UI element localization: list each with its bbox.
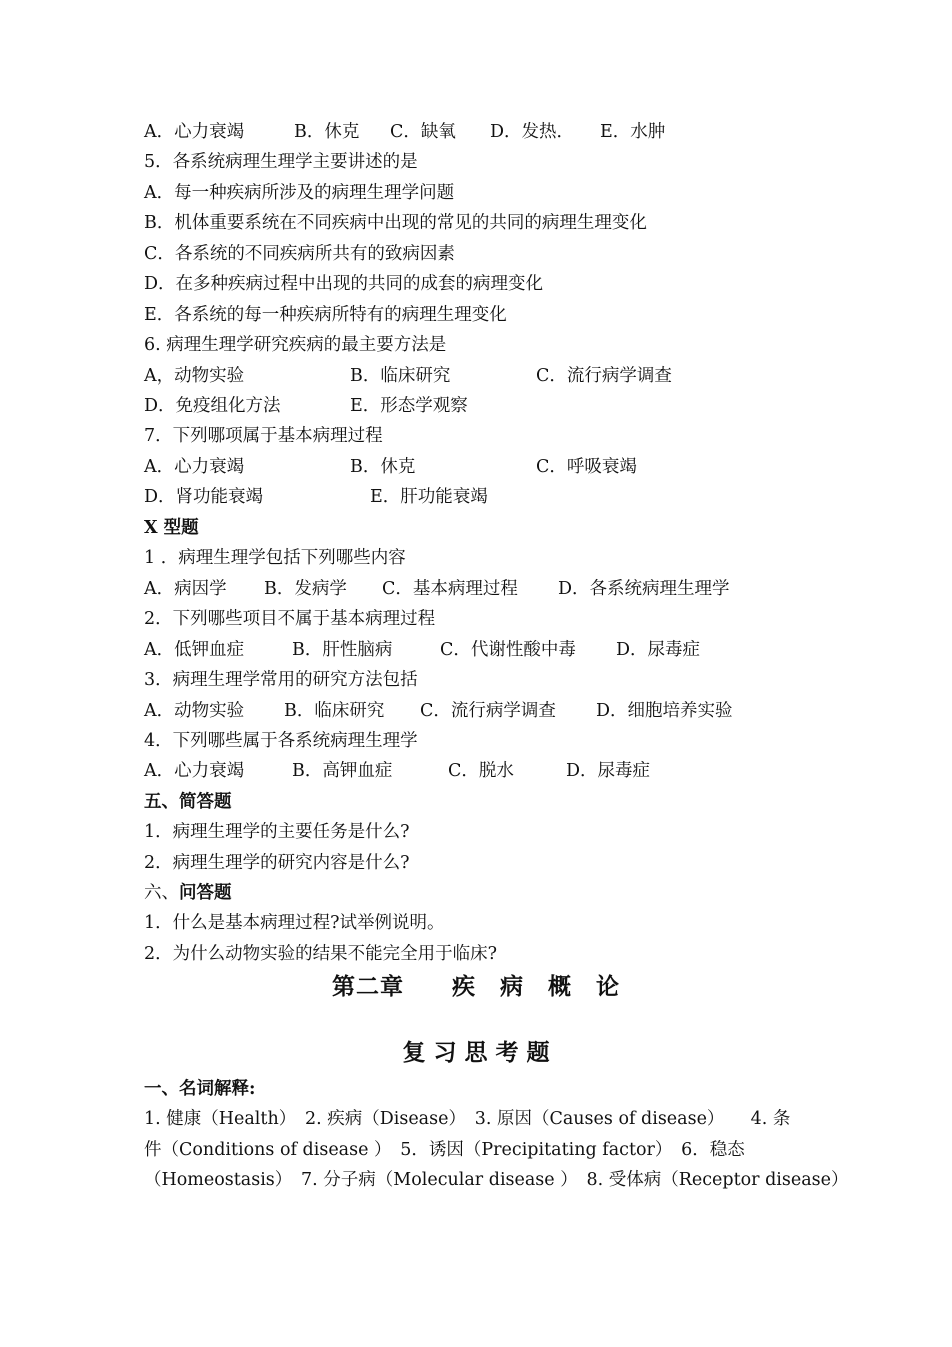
terms-line-1: 1. 健康（Health） 2. 疾病（Disease） 3. 原因（Causes of disease） 4. 条 bbox=[144, 1109, 791, 1129]
q4-option-b: B．休克 bbox=[294, 122, 360, 142]
x-q3-option-b: B．临床研究 bbox=[284, 701, 385, 721]
q6-stem: 6. 病理生理学研究疾病的最主要方法是 bbox=[144, 335, 447, 355]
short-answer-title: 五、简答题 bbox=[144, 792, 232, 812]
q4-option-d: D．发热． bbox=[490, 122, 575, 142]
x-q2-option-c: C．代谢性酸中毒 bbox=[440, 640, 576, 660]
x-q1-option-d: D．各系统病理生理学 bbox=[558, 579, 730, 599]
short-answer-item-1: 1．病理生理学的主要任务是什么? bbox=[144, 822, 410, 842]
q7-option-a: A．心力衰竭 bbox=[144, 457, 245, 477]
x-q3-option-c: C．流行病学调查 bbox=[420, 701, 556, 721]
q4-option-e: E．水肿 bbox=[600, 122, 666, 142]
q5-stem: 5．各系统病理生理学主要讲述的是 bbox=[144, 152, 418, 172]
x-q1-option-c: C．基本病理过程 bbox=[382, 579, 518, 599]
x-q4-option-d: D．尿毒症 bbox=[566, 761, 651, 781]
q7-option-b: B．休克 bbox=[350, 457, 416, 477]
x-q3-stem: 3．病理生理学常用的研究方法包括 bbox=[144, 670, 418, 690]
review-title: 复 习 思 考 题 bbox=[402, 1039, 550, 1066]
x-q4-option-b: B．高钾血症 bbox=[292, 761, 393, 781]
q7-option-d: D．肾功能衰竭 bbox=[144, 487, 264, 507]
essay-item-1: 1．什么是基本病理过程?试举例说明。 bbox=[144, 913, 445, 933]
x-q3-option-a: A．动物实验 bbox=[144, 701, 245, 721]
q5-option-c: C．各系统的不同疾病所共有的致病因素 bbox=[144, 244, 455, 264]
q6-option-c: C．流行病学调查 bbox=[536, 366, 672, 386]
short-answer-item-2: 2．病理生理学的研究内容是什么? bbox=[144, 853, 410, 873]
essay-title-text: 问答题 bbox=[179, 883, 232, 903]
x-q4-stem: 4．下列哪些属于各系统病理生理学 bbox=[144, 731, 418, 751]
q6-option-e: E．形态学观察 bbox=[350, 396, 468, 416]
chapter-title: 第二章 疾 病 概 论 bbox=[332, 973, 620, 1000]
x-section-title: X 型题 bbox=[144, 518, 199, 538]
q5-option-a: A．每一种疾病所涉及的病理生理学问题 bbox=[144, 183, 455, 203]
essay-title-prefix: 六、 bbox=[144, 883, 179, 903]
x-q2-option-d: D．尿毒症 bbox=[616, 640, 701, 660]
x-q4-option-a: A．心力衰竭 bbox=[144, 761, 245, 781]
q6-option-a: A，动物实验 bbox=[144, 366, 245, 386]
q5-option-e: E．各系统的每一种疾病所特有的病理生理变化 bbox=[144, 305, 507, 325]
q5-option-d: D．在多种疾病过程中出现的共同的成套的病理变化 bbox=[144, 274, 544, 294]
q7-option-e: E．肝功能衰竭 bbox=[370, 487, 488, 507]
q7-stem: 7．下列哪项属于基本病理过程 bbox=[144, 426, 383, 446]
x-q2-option-b: B．肝性脑病 bbox=[292, 640, 393, 660]
q7-option-c: C．呼吸衰竭 bbox=[536, 457, 637, 477]
x-q1-option-a: A．病因学 bbox=[144, 579, 227, 599]
x-q1-stem: 1 ．病理生理学包括下列哪些内容 bbox=[144, 548, 406, 568]
x-q4-option-c: C．脱水 bbox=[448, 761, 514, 781]
terms-line-3: （Homeostasis） 7. 分子病（Molecular disease ） 8. 受体病（Receptor disease） bbox=[144, 1170, 849, 1190]
q6-option-b: B．临床研究 bbox=[350, 366, 451, 386]
essay-item-2: 2．为什么动物实验的结果不能完全用于临床? bbox=[144, 944, 498, 964]
q4-option-a: A．心力衰竭 bbox=[144, 122, 245, 142]
essay-title bbox=[144, 882, 232, 904]
x-q2-stem: 2．下列哪些项目不属于基本病理过程 bbox=[144, 609, 436, 629]
terms-line-2: 件（Conditions of disease ） 5．诱因（Precipitating factor） 6．稳态 bbox=[144, 1140, 745, 1160]
q4-option-c: C．缺氧 bbox=[390, 122, 456, 142]
q6-option-d: D．免疫组化方法 bbox=[144, 396, 281, 416]
x-q1-option-b: B．发病学 bbox=[264, 579, 347, 599]
x-q2-option-a: A．低钾血症 bbox=[144, 640, 245, 660]
x-q3-option-d: D．细胞培养实验 bbox=[596, 701, 733, 721]
terms-title: 一、名词解释: bbox=[144, 1079, 256, 1099]
q5-option-b: B．机体重要系统在不同疾病中出现的常见的共同的病理生理变化 bbox=[144, 213, 647, 233]
